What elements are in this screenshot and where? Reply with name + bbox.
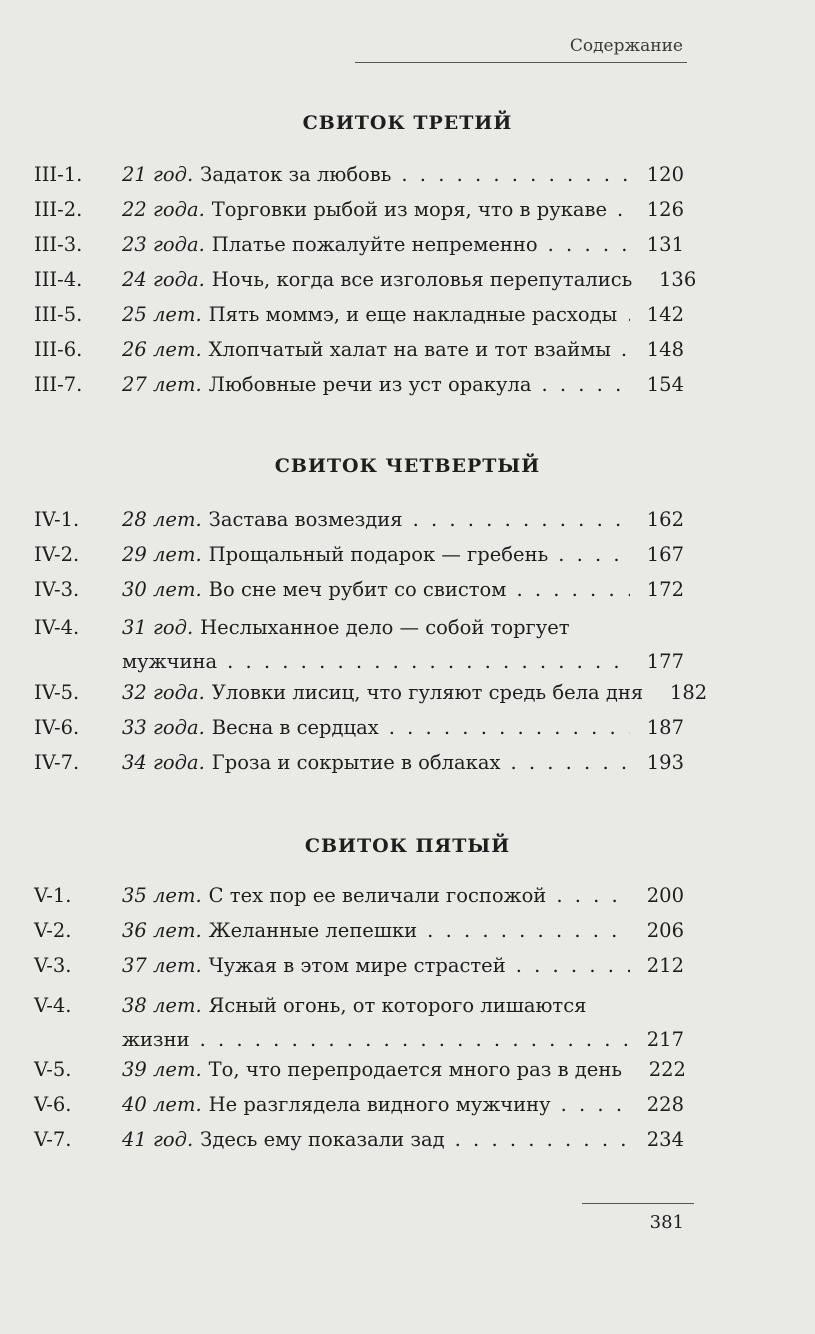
- dot-leader: [516, 949, 630, 983]
- toc-entry[interactable]: [34, 1053, 684, 1087]
- entry-page: 187: [646, 716, 684, 739]
- entry-page: 126: [646, 198, 684, 221]
- footer-rule: [582, 1203, 694, 1204]
- entry-page: 154: [646, 373, 684, 396]
- toc-entry[interactable]: [34, 746, 684, 780]
- entry-year: 23 года.: [122, 233, 205, 256]
- entry-year: 22 года.: [122, 198, 205, 221]
- entry-page: 217: [646, 1028, 684, 1051]
- entry-page: 182: [669, 681, 708, 704]
- entry-year: 34 года.: [122, 751, 205, 774]
- dot-leader: [541, 368, 630, 402]
- dot-leader: [561, 1088, 630, 1122]
- entry-page: 228: [646, 1093, 684, 1116]
- entry-number: V-2.: [34, 919, 72, 942]
- entry-title: Весна в сердцах: [211, 716, 379, 739]
- entry-number: III-1.: [34, 163, 83, 186]
- entry-number: V-4.: [34, 994, 72, 1017]
- dot-leader: [389, 711, 630, 745]
- dot-leader: [621, 333, 630, 367]
- entry-title: Хлопчатый халат на вате и тот взаймы: [208, 338, 611, 361]
- toc-entry[interactable]: [34, 503, 684, 537]
- entry-title: Ясный огонь, от которого лишаются: [208, 994, 587, 1017]
- dot-leader: [617, 193, 630, 227]
- entry-year: 38 лет.: [122, 994, 202, 1017]
- section-title: СВИТОК ПЯТЫЙ: [304, 835, 511, 857]
- header-rule: [355, 62, 687, 63]
- entry-title: Платье пожалуйте непременно: [211, 233, 538, 256]
- entry-number: V-7.: [34, 1128, 72, 1151]
- page-number: 381: [649, 1212, 684, 1233]
- entry-year: 28 лет.: [122, 508, 202, 531]
- entry-page: 222: [648, 1058, 686, 1081]
- entry-title: Ночь, когда все изголовья перепутались: [211, 268, 633, 291]
- entry-page: 193: [646, 751, 684, 774]
- toc-entry[interactable]: [34, 1123, 684, 1157]
- entry-title: Не разглядела видного мужчину: [208, 1093, 551, 1116]
- dot-leader: [455, 1123, 630, 1157]
- entry-page: 167: [646, 543, 684, 566]
- dot-leader: [548, 228, 630, 262]
- entry-page: 162: [646, 508, 684, 531]
- entry-year: 36 лет.: [122, 919, 202, 942]
- entry-page: 131: [646, 233, 684, 256]
- toc-entry[interactable]: [34, 333, 684, 367]
- running-head: Содержание: [569, 36, 683, 56]
- toc-entry[interactable]: [34, 263, 697, 297]
- toc-entry[interactable]: [34, 711, 684, 745]
- entry-title: Задаток за любовь: [200, 163, 392, 186]
- entry-number: IV-6.: [34, 716, 80, 739]
- dot-leader: [627, 298, 630, 332]
- entry-title: Здесь ему показали зад: [200, 1128, 445, 1151]
- dot-leader: [558, 538, 630, 572]
- entry-title: Прощальный подарок — гребень: [208, 543, 549, 566]
- dot-leader: [556, 879, 630, 913]
- entry-title: Застава возмездия: [208, 508, 403, 531]
- dot-leader: [227, 645, 630, 679]
- entry-year: 33 года.: [122, 716, 205, 739]
- entry-year: 35 лет.: [122, 884, 202, 907]
- entry-number: III-7.: [34, 373, 83, 396]
- entry-page: 177: [646, 650, 684, 673]
- entry-year: 30 лет.: [122, 578, 202, 601]
- toc-entry[interactable]: [34, 989, 684, 1057]
- entry-number: III-5.: [34, 303, 83, 326]
- entry-number: V-3.: [34, 954, 72, 977]
- dot-leader: [510, 746, 630, 780]
- toc-entry[interactable]: [34, 228, 684, 262]
- dot-leader: [200, 1023, 630, 1057]
- entry-year: 32 года.: [122, 681, 205, 704]
- toc-entry[interactable]: [34, 298, 684, 332]
- toc-entry[interactable]: [34, 949, 684, 983]
- entry-number: IV-2.: [34, 543, 80, 566]
- entry-number: V-1.: [34, 884, 72, 907]
- section-title: СВИТОК ТРЕТИЙ: [302, 112, 513, 134]
- toc-entry[interactable]: [34, 676, 708, 710]
- entry-year: 41 год.: [122, 1128, 194, 1151]
- entry-number: IV-1.: [34, 508, 80, 531]
- entry-page: 142: [646, 303, 684, 326]
- entry-title: Уловки лисиц, что гуляют средь бела дня: [211, 681, 644, 704]
- entry-title: Чужая в этом мире страстей: [208, 954, 506, 977]
- entry-title: То, что перепродается много раз в день: [208, 1058, 622, 1081]
- entry-year: 25 лет.: [122, 303, 202, 326]
- entry-title-continued: мужчина: [122, 650, 218, 673]
- entry-number: III-6.: [34, 338, 83, 361]
- entry-year: 29 лет.: [122, 543, 202, 566]
- toc-entry[interactable]: [34, 158, 684, 192]
- entry-page: 200: [646, 884, 684, 907]
- entry-year: 39 лет.: [122, 1058, 202, 1081]
- entry-title: Гроза и сокрытие в облаках: [211, 751, 501, 774]
- entry-title: Желанные лепешки: [208, 919, 418, 942]
- entry-number: V-6.: [34, 1093, 72, 1116]
- entry-number: IV-7.: [34, 751, 80, 774]
- toc-entry[interactable]: [34, 914, 684, 948]
- entry-year: 27 лет.: [122, 373, 202, 396]
- entry-year: 21 год.: [122, 163, 194, 186]
- entry-title: Торговки рыбой из моря, что в рукаве: [211, 198, 608, 221]
- entry-title-continued: жизни: [122, 1028, 190, 1051]
- entry-page: 212: [646, 954, 684, 977]
- entry-page: 120: [646, 163, 684, 186]
- entry-page: 148: [646, 338, 684, 361]
- entry-page: 172: [646, 578, 684, 601]
- entry-title: Неслыханное дело — собой торгует: [200, 616, 570, 639]
- dot-leader: [516, 573, 630, 607]
- entry-title: С тех пор ее величали госпожой: [208, 884, 547, 907]
- entry-title: Любовные речи из уст оракула: [208, 373, 532, 396]
- toc-entry[interactable]: [34, 538, 684, 572]
- dot-leader: [413, 503, 630, 537]
- entry-number: IV-3.: [34, 578, 80, 601]
- entry-number: III-4.: [34, 268, 83, 291]
- entry-number: IV-5.: [34, 681, 80, 704]
- entry-page: 234: [646, 1128, 684, 1151]
- dot-leader: [401, 158, 630, 192]
- toc-entry[interactable]: [34, 879, 684, 913]
- section-title: СВИТОК ЧЕТВЕРТЫЙ: [274, 455, 541, 477]
- dot-leader: [427, 914, 630, 948]
- entry-title: Во сне меч рубит со свистом: [208, 578, 507, 601]
- entry-year: 26 лет.: [122, 338, 202, 361]
- toc-entry[interactable]: [34, 368, 684, 402]
- entry-year: 24 года.: [122, 268, 205, 291]
- entry-page: 206: [646, 919, 684, 942]
- entry-number: III-3.: [34, 233, 83, 256]
- toc-entry[interactable]: [34, 573, 684, 607]
- toc-entry[interactable]: [34, 1088, 684, 1122]
- entry-number: V-5.: [34, 1058, 72, 1081]
- entry-year: 40 лет.: [122, 1093, 202, 1116]
- entry-year: 31 год.: [122, 616, 194, 639]
- entry-page: 136: [659, 268, 697, 291]
- entry-year: 37 лет.: [122, 954, 202, 977]
- entry-number: IV-4.: [34, 616, 80, 639]
- entry-number: III-2.: [34, 198, 83, 221]
- toc-entry[interactable]: [34, 193, 684, 227]
- entry-title: Пять моммэ, и еще накладные расходы: [208, 303, 618, 326]
- toc-entry[interactable]: [34, 611, 684, 679]
